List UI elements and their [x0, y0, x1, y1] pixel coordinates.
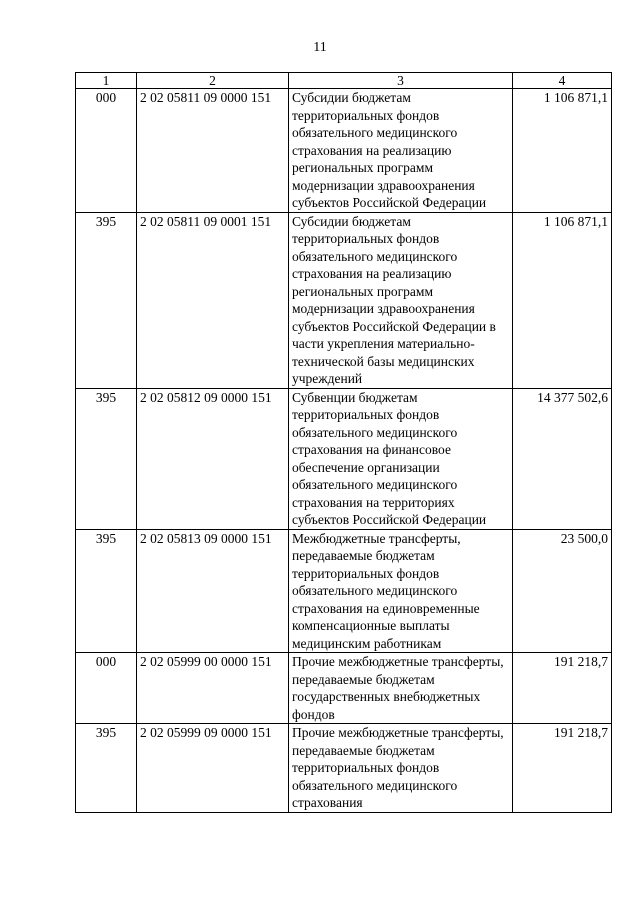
column-header-4: 4	[513, 73, 612, 89]
table-row	[76, 212, 612, 388]
classification-code-cell: 2 02 05811 09 0001 151	[137, 212, 289, 388]
table-header-row	[76, 73, 612, 89]
admin-code-cell: 000	[76, 89, 137, 213]
amount-cell: 1 106 871,1	[513, 89, 612, 213]
amount-cell: 14 377 502,6	[513, 388, 612, 529]
revenue-name-cell: Прочие межбюджетные трансферты, передаваемые бюджетам территориальных фондов обязательного медицинского страхования	[289, 724, 513, 813]
table-row	[76, 529, 612, 653]
classification-code-cell: 2 02 05813 09 0000 151	[137, 529, 289, 653]
classification-code-cell: 2 02 05811 09 0000 151	[137, 89, 289, 213]
revenue-name-cell: Субсидии бюджетам территориальных фондов обязательного медицинского страхования на реализацию региональных программ модернизации здравоохранения субъектов Российской Федерации в части укрепления материально-технической базы медицинских учреждений	[289, 212, 513, 388]
admin-code-cell: 395	[76, 529, 137, 653]
amount-cell: 191 218,7	[513, 653, 612, 724]
classification-code-cell: 2 02 05999 09 0000 151	[137, 724, 289, 813]
table-row	[76, 724, 612, 813]
amount-cell: 191 218,7	[513, 724, 612, 813]
budget-revenue-table	[75, 72, 612, 813]
page-number: 11	[313, 40, 327, 55]
classification-code-cell: 2 02 05812 09 0000 151	[137, 388, 289, 529]
table-row	[76, 388, 612, 529]
column-header-3: 3	[289, 73, 513, 89]
admin-code-cell: 000	[76, 653, 137, 724]
revenue-name-cell: Субвенции бюджетам территориальных фондов обязательного медицинского страхования на финансовое обеспечение организации обязательного медицинского страхования на территориях субъектов Российской Федерации	[289, 388, 513, 529]
revenue-name-cell: Субсидии бюджетам территориальных фондов обязательного медицинского страхования на реализацию региональных программ модернизации здравоохранения субъектов Российской Федерации	[289, 89, 513, 213]
column-header-1: 1	[76, 73, 137, 89]
amount-cell: 1 106 871,1	[513, 212, 612, 388]
column-header-2: 2	[137, 73, 289, 89]
table-row	[76, 653, 612, 724]
revenue-name-cell: Прочие межбюджетные трансферты, передаваемые бюджетам государственных внебюджетных фондов	[289, 653, 513, 724]
table-row	[76, 89, 612, 213]
amount-cell: 23 500,0	[513, 529, 612, 653]
admin-code-cell: 395	[76, 388, 137, 529]
classification-code-cell: 2 02 05999 00 0000 151	[137, 653, 289, 724]
admin-code-cell: 395	[76, 212, 137, 388]
admin-code-cell: 395	[76, 724, 137, 813]
revenue-name-cell: Межбюджетные трансферты, передаваемые бюджетам территориальных фондов обязательного медицинского страхования на единовременные компенсационные выплаты медицинским работникам	[289, 529, 513, 653]
